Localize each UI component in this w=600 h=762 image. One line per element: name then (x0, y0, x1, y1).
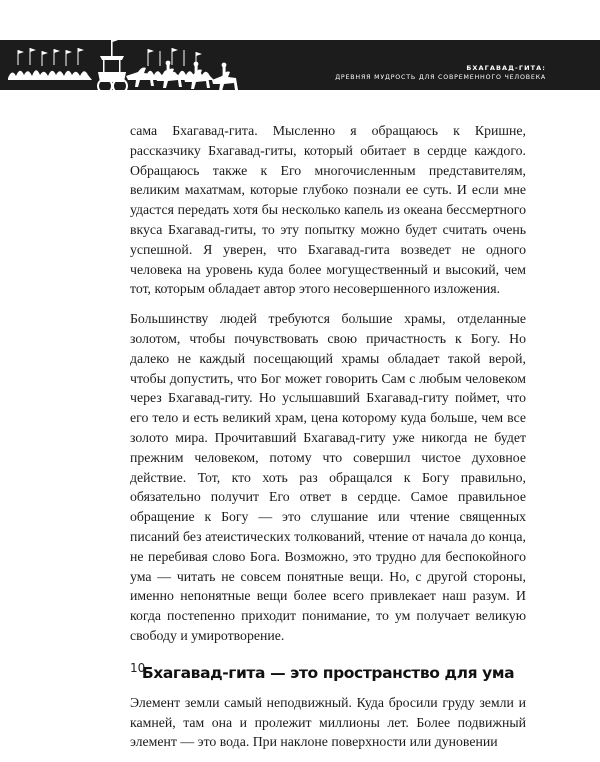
paragraph-2: Большинству людей требуются большие храмы, отделанные золотом, чтобы почувствовать свою причастность к Богу. Но далеко не каждый посещающий храмы обладает такой верой, чтобы допустить, что Бог может говорить Сам с любым человеком через Бхагавад-гиту. Но услышавший Бхагавад-гиту поймет, что его тело и есть великий храм, цена которому куда больше, чем все золото мира. Прочитавший Бхагавад-гиту уже никогда не будет прежним человеком, потому что совершил чистое духовное действие. Тот, кто хоть раз обращался к Богу правильно, обязательно получит Его ответ в сердце. Самое правильное обращение к Богу — это слушание или чтение священных писаний без атеистических толкований, чтение от начала до конца, не перебивая слово Бога. Возможно, это трудно для беспокойного ума — читать не совсем понятные вещи. Но, с другой стороны, именно непонятные вещи более всего привлекает наш разум. И когда постепенно приходит понимание, то ум получает великую свободу и умиротворение. (130, 311, 526, 643)
section-paragraph: Элемент земли самый неподвижный. Куда бросили груду земли и камней, там она и пролежит миллионы лет. Более подвижный элемент — это вода. При наклоне поверхности или дуновении (130, 694, 526, 750)
running-header-subtitle: ДРЕВНЯЯ МУДРОСТЬ ДЛЯ СОВРЕМЕННОГО ЧЕЛОВЕКА (335, 74, 546, 81)
section-heading: Бхагавад-гита — это пространство для ума (141, 663, 515, 682)
page-body (130, 121, 526, 762)
page-number: 10 (130, 661, 146, 675)
chariot-army-silhouette-icon (8, 20, 258, 96)
running-header-title: БХАГАВАД-ГИТА: (466, 64, 546, 72)
paragraph-1: сама Бхагавад-гита. Мысленно я обращаюсь к Кришне, рассказчику Бхагавад-гиты, который обитает в сердце каждого. Обращаюсь также к Его многочисленным представителям, великим махатмам, которые глубоко познали ее суть. И если мне удастся передать хотя бы несколько капель из океана бессмертного вкуса Бхагавад-гиты, то эту попытку можно будет считать очень успешной. Я уверен, что Бхагавад-гита возведет не одного человека на уровень куда более могущественный и высокий, чем тот, которым обладает автор этого несовершенного изложения. (130, 123, 526, 297)
